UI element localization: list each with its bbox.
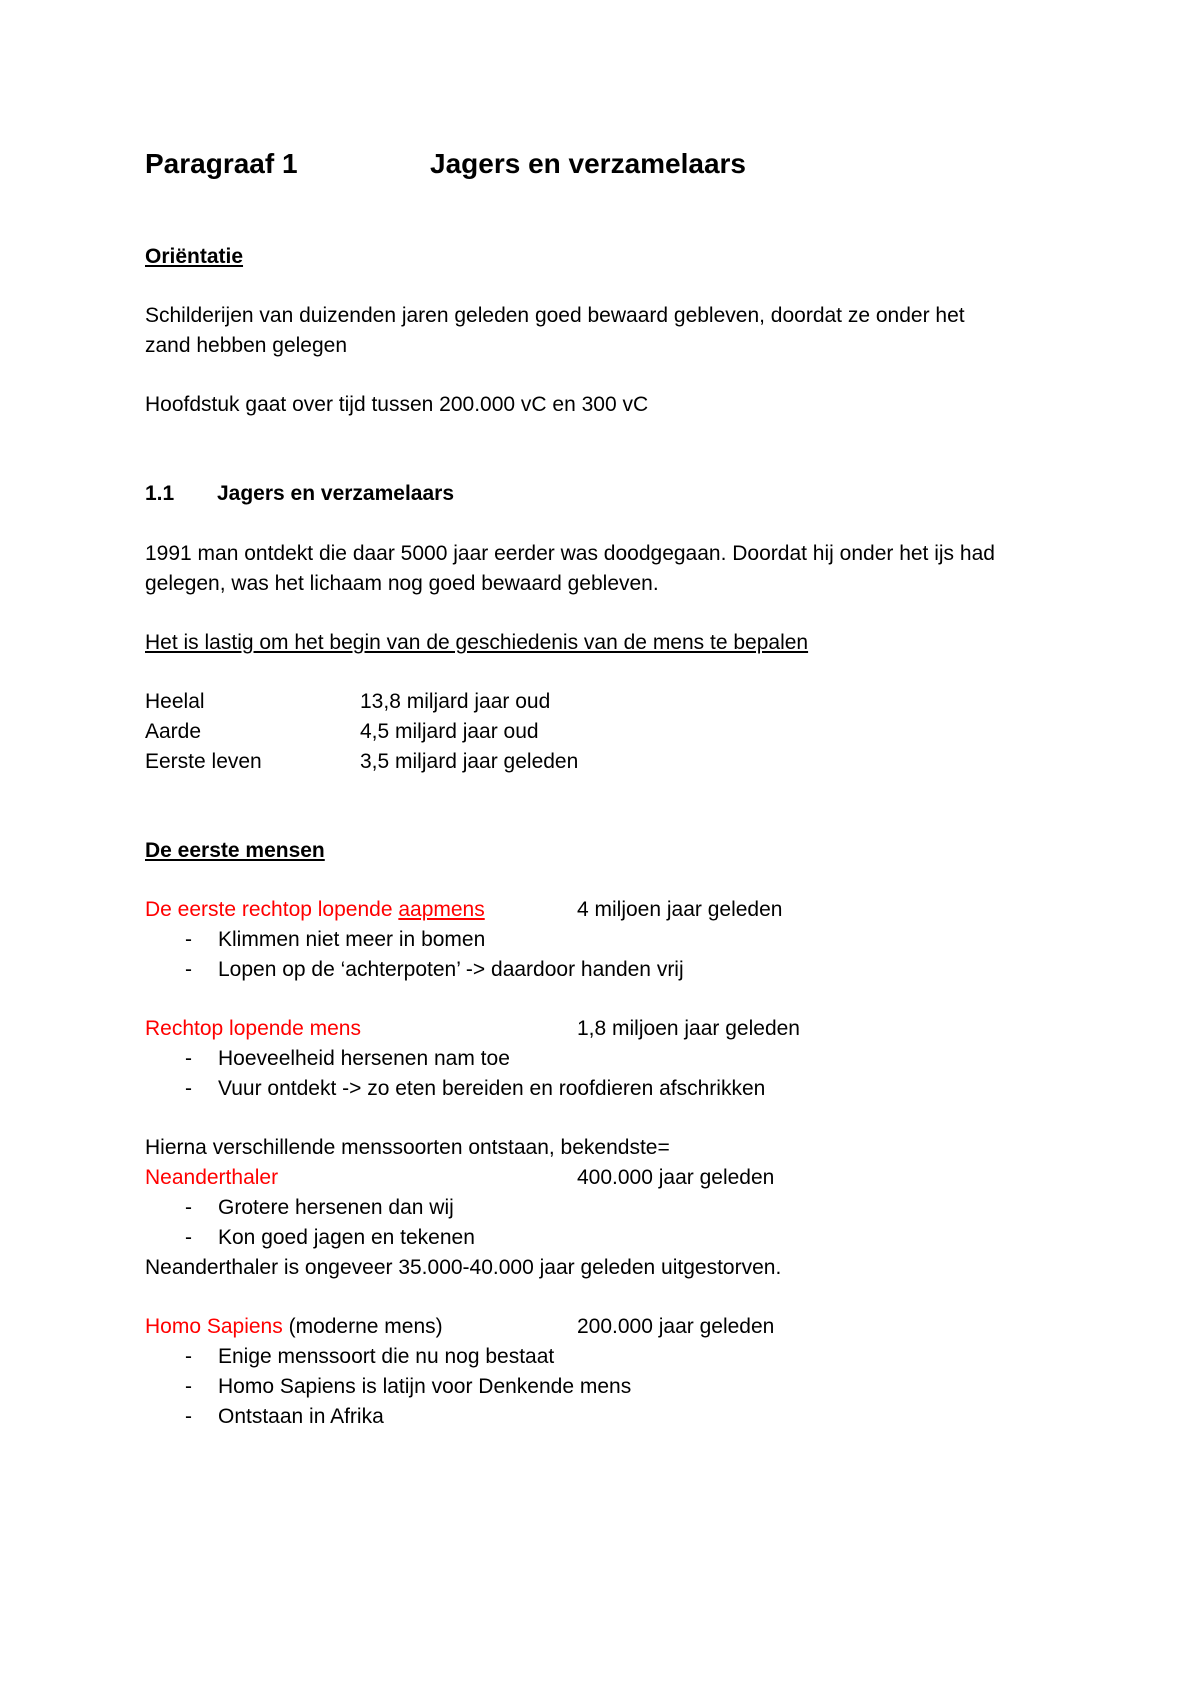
intro-neanderthaler: Hierna verschillende menssoorten ontstaan, bekendste=	[145, 1136, 670, 1159]
species-name: Rechtop lopende mens	[145, 1017, 361, 1040]
paragraph-title: Jagers en verzamelaars	[430, 148, 746, 179]
dash-bullet: -	[185, 1047, 192, 1070]
section-text-line-1: 1991 man ontdekt die daar 5000 jaar eerder was doodgegaan. Doordat hij onder het ijs had	[145, 542, 995, 565]
age-value: 13,8 miljard jaar oud	[360, 690, 551, 713]
orientatie-text-line-2: zand hebben gelegen	[145, 334, 348, 357]
section-heading-1-1	[145, 479, 454, 509]
species-row-neanderthaler	[145, 1163, 775, 1193]
species-name-part: aapmens	[398, 898, 485, 921]
list-item-text: Homo Sapiens is latijn voor Denkende mens	[218, 1375, 632, 1398]
dash-bullet: -	[185, 958, 192, 981]
age-value: 3,5 miljard jaar geleden	[360, 750, 579, 773]
list-item-text: Kon goed jagen en tekenen	[218, 1226, 475, 1249]
species-name: Neanderthaler	[145, 1166, 279, 1189]
species-when: 400.000 jaar geleden	[577, 1166, 775, 1189]
age-name: Heelal	[145, 690, 205, 713]
list-item-text: Enige menssoort die nu nog bestaat	[218, 1345, 555, 1368]
list-item-text: Ontstaan in Afrika	[218, 1405, 384, 1428]
age-row	[145, 747, 579, 777]
list-item-text: Hoeveelheid hersenen nam toe	[218, 1047, 510, 1070]
species-row-homo-sapiens	[145, 1312, 775, 1342]
species-name-part: De eerste rechtop lopende	[145, 898, 399, 921]
section-heading-orientatie: Oriëntatie	[145, 245, 244, 268]
species-suffix: (moderne mens)	[282, 1315, 443, 1338]
section-title: Jagers en verzamelaars	[217, 482, 454, 505]
underlined-statement: Het is lastig om het begin van de geschiedenis van de mens te bepalen	[145, 631, 809, 654]
page-title	[145, 146, 746, 182]
age-name: Aarde	[145, 720, 202, 743]
dash-bullet: -	[185, 1196, 192, 1219]
dash-bullet: -	[185, 1345, 192, 1368]
orientatie-time-range: Hoofdstuk gaat over tijd tussen 200.000 vC en 300 vC	[145, 393, 649, 416]
age-name: Eerste leven	[145, 750, 262, 773]
dash-bullet: -	[185, 1226, 192, 1249]
dash-bullet: -	[185, 1405, 192, 1428]
dash-bullet: -	[185, 1375, 192, 1398]
list-item-text: Grotere hersenen dan wij	[218, 1196, 454, 1219]
list-item-text: Lopen op de ‘achterpoten’ -> daardoor handen vrij	[218, 958, 684, 981]
orientatie-text-line-1: Schilderijen van duizenden jaren geleden goed bewaard gebleven, doordat ze onder het	[145, 304, 965, 327]
age-row	[145, 717, 539, 747]
species-when: 4 miljoen jaar geleden	[577, 898, 783, 921]
section-text-line-2: gelegen, was het lichaam nog goed bewaard gebleven.	[145, 572, 659, 595]
species-when: 200.000 jaar geleden	[577, 1315, 775, 1338]
list-item-text: Klimmen niet meer in bomen	[218, 928, 486, 951]
list-item-text: Vuur ontdekt -> zo eten bereiden en roofdieren afschrikken	[218, 1077, 766, 1100]
neanderthaler-note: Neanderthaler is ongeveer 35.000-40.000 jaar geleden uitgestorven.	[145, 1256, 782, 1279]
age-value: 4,5 miljard jaar oud	[360, 720, 539, 743]
species-row-rechtop	[145, 1014, 800, 1044]
species-row-aapmens	[145, 895, 783, 925]
dash-bullet: -	[185, 928, 192, 951]
age-row	[145, 687, 551, 717]
species-name: Homo Sapiens	[145, 1315, 283, 1338]
dash-bullet: -	[185, 1077, 192, 1100]
species-when: 1,8 miljoen jaar geleden	[577, 1017, 800, 1040]
section-heading-eerste-mensen: De eerste mensen	[145, 839, 325, 862]
section-number: 1.1	[145, 482, 175, 505]
paragraph-label: Paragraaf 1	[145, 148, 298, 179]
species-name	[145, 898, 485, 921]
